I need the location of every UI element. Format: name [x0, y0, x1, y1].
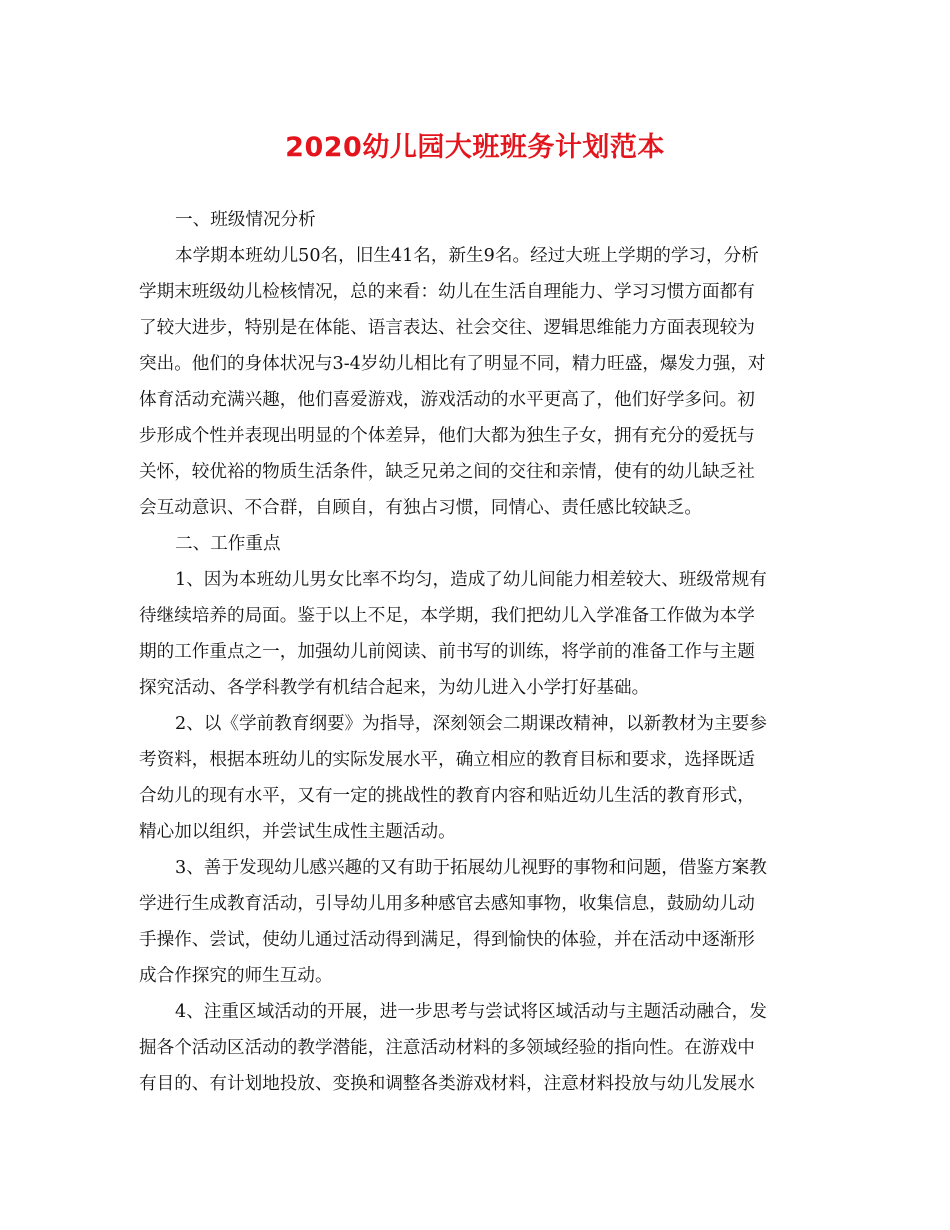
paragraph-line: 4、注重区域活动的开展，进一步思考与尝试将区域活动与主题活动融合，发 [175, 1002, 767, 1022]
paragraph-line: 手操作、尝试，使幼儿通过活动得到满足，得到愉快的体验，并在活动中逐渐形 [139, 930, 755, 950]
paragraph-line: 体育活动充满兴趣，他们喜爱游戏，游戏活动的水平更高了，他们好学多问。初 [139, 390, 755, 410]
paragraph-line: 待继续培养的局面。鉴于以上不足，本学期，我们把幼儿入学准备工作做为本学 [139, 606, 755, 626]
paragraph-line: 学进行生成教育活动，引导幼儿用多种感官去感知事物，收集信息，鼓励幼儿动 [139, 894, 755, 914]
paragraph-line: 精心加以组织，并尝试生成性主题活动。 [139, 822, 456, 842]
paragraph-line: 关怀，较优裕的物质生活条件，缺乏兄弟之间的交往和亲情，使有的幼儿缺乏社 [139, 462, 755, 482]
paragraph-line: 会互动意识、不合群，自顾自，有独占习惯，同情心、责任感比较缺乏。 [139, 498, 703, 518]
paragraph-line: 2、以《学前教育纲要》为指导，深刻领会二期课改精神，以新教材为主要参 [175, 714, 767, 734]
paragraph-line: 突出。他们的身体状况与3-4岁幼儿相比有了明显不同，精力旺盛，爆发力强，对 [139, 354, 766, 374]
paragraph-line: 学期末班级幼儿检核情况，总的来看：幼儿在生活自理能力、学习习惯方面都有 [139, 282, 755, 302]
paragraph-line: 有目的、有计划地投放、变换和调整各类游戏材料，注意材料投放与幼儿发展水 [139, 1074, 755, 1094]
paragraph-line: 1、因为本班幼儿男女比率不均匀，造成了幼儿间能力相差较大、班级常规有 [175, 570, 767, 590]
section-heading: 一、班级情况分析 [175, 210, 316, 230]
paragraph-line: 探究活动、各学科教学有机结合起来，为幼儿进入小学打好基础。 [139, 678, 650, 698]
paragraph-line: 步形成个性并表现出明显的个体差异，他们大都为独生子女，拥有充分的爱抚与 [139, 426, 755, 446]
document-body [0, 202, 950, 1102]
section-heading: 二、工作重点 [175, 534, 281, 554]
document-title: 2020幼儿园大班班务计划范本 [285, 132, 665, 163]
paragraph-line: 掘各个活动区活动的教学潜能，注意活动材料的多领域经验的指向性。在游戏中 [139, 1038, 755, 1058]
paragraph-line: 本学期本班幼儿50名，旧生41名，新生9名。经过大班上学期的学习，分析 [175, 246, 759, 266]
paragraph-line: 了较大进步，特别是在体能、语言表达、社会交往、逻辑思维能力方面表现较为 [139, 318, 755, 338]
paragraph-line: 3、善于发现幼儿感兴趣的又有助于拓展幼儿视野的事物和问题，借鉴方案教 [175, 858, 767, 878]
paragraph-line: 合幼儿的现有水平，又有一定的挑战性的教育内容和贴近幼儿生活的教育形式， [139, 786, 755, 806]
paragraph-line: 期的工作重点之一，加强幼儿前阅读、前书写的训练，将学前的准备工作与主题 [139, 642, 755, 662]
paragraph-line: 成合作探究的师生互动。 [139, 966, 333, 986]
paragraph-line: 考资料，根据本班幼儿的实际发展水平，确立相应的教育目标和要求，选择既适 [139, 750, 755, 770]
